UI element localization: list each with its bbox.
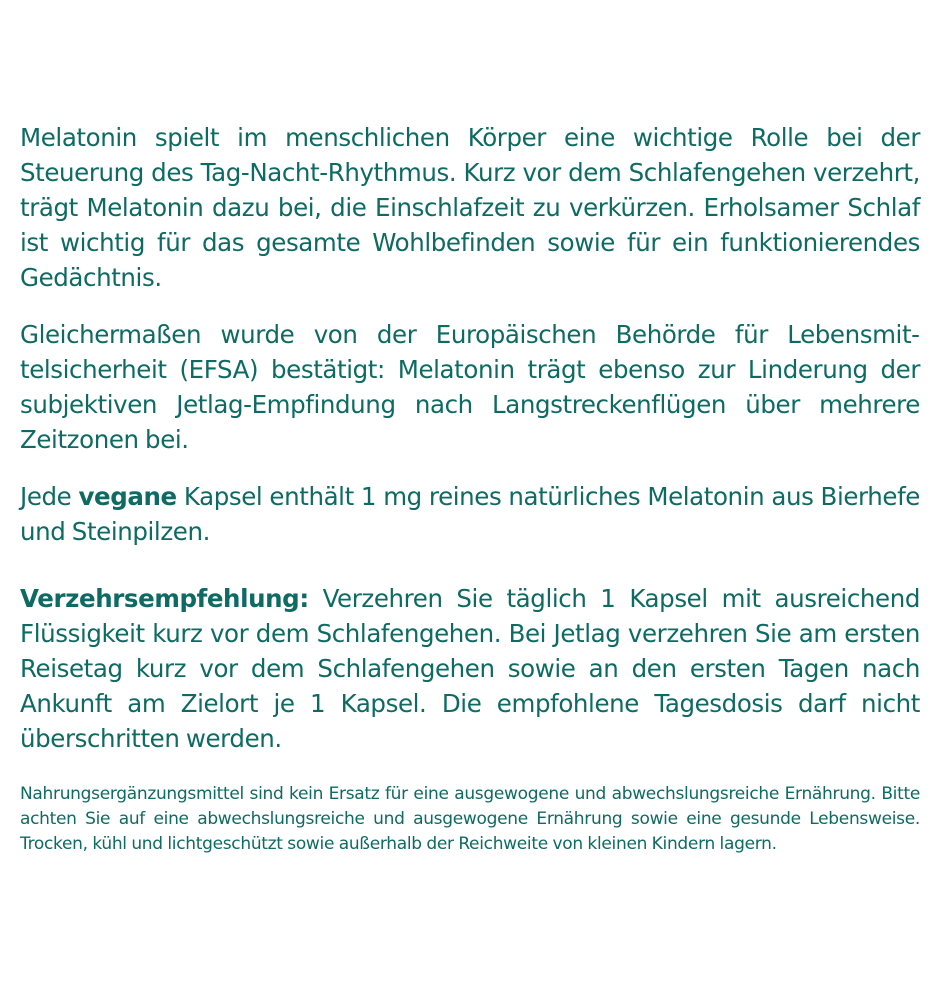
- dosage-heading: Verzehrsempfehlung:: [20, 584, 309, 613]
- paragraph-capsule-content: [20, 479, 920, 549]
- paragraph-melatonin-intro: Melatonin spielt im menschlichen Körper eine wichtige Rolle bei der Steuerung des Tag-Nacht-Rhythmus. Kurz vor dem Schlafengehen verzehrt, trägt Melatonin dazu bei, die Einschlafzeit zu verkürzen. Erholsamer Schlaf ist wichtig für das gesamte Wohlbefinden sowie für ein funktionierendes Gedächtnis.: [20, 123, 920, 292]
- paragraph-efsa-jetlag: Gleichermaßen wurde von der Europäischen Behörde für Lebensmittelsicherheit (EFSA) bestätigt: Melatonin trägt ebenso zur Linderung der subjektiven Jetlag-Empfindung nach Langstreckenflügen über mehrere Zeitzonen bei.: [20, 320, 920, 454]
- product-description: [20, 120, 920, 857]
- vegane-emphasis: vegane: [78, 482, 177, 511]
- paragraph-dosage-recommendation: [20, 581, 920, 756]
- supplement-disclaimer: Nahrungsergänzungsmittel sind kein Ersatz für eine ausgewogene und abwechslungsreiche Ernährung. Bitte achten Sie auf eine abwechslungsreiche und ausgewogene Ernährung sowie eine gesunde Lebensweise. Trocken, kühl und lichtgeschützt sowie außerhalb der Reichweite von kleinen Kindern lagern.: [20, 784, 920, 854]
- capsule-text-pre: Jede: [20, 482, 79, 511]
- dosage-text: Verzehren Sie täglich 1 Kapsel mit ausreichend Flüssigkeit kurz vor dem Schlafengehen. Bei Jetlag verzehren Sie am ersten Reisetag kurz vor dem Schlafengehen sowie an den ersten Tagen nach Ankunft am Zielort je 1 Kapsel. Die empfohlene Tagesdosis darf nicht überschritten werden.: [20, 584, 920, 753]
- capsule-text-post: Kapsel enthält 1 mg reines natürliches Melatonin aus Bierhefe und Steinpilzen.: [20, 482, 920, 546]
